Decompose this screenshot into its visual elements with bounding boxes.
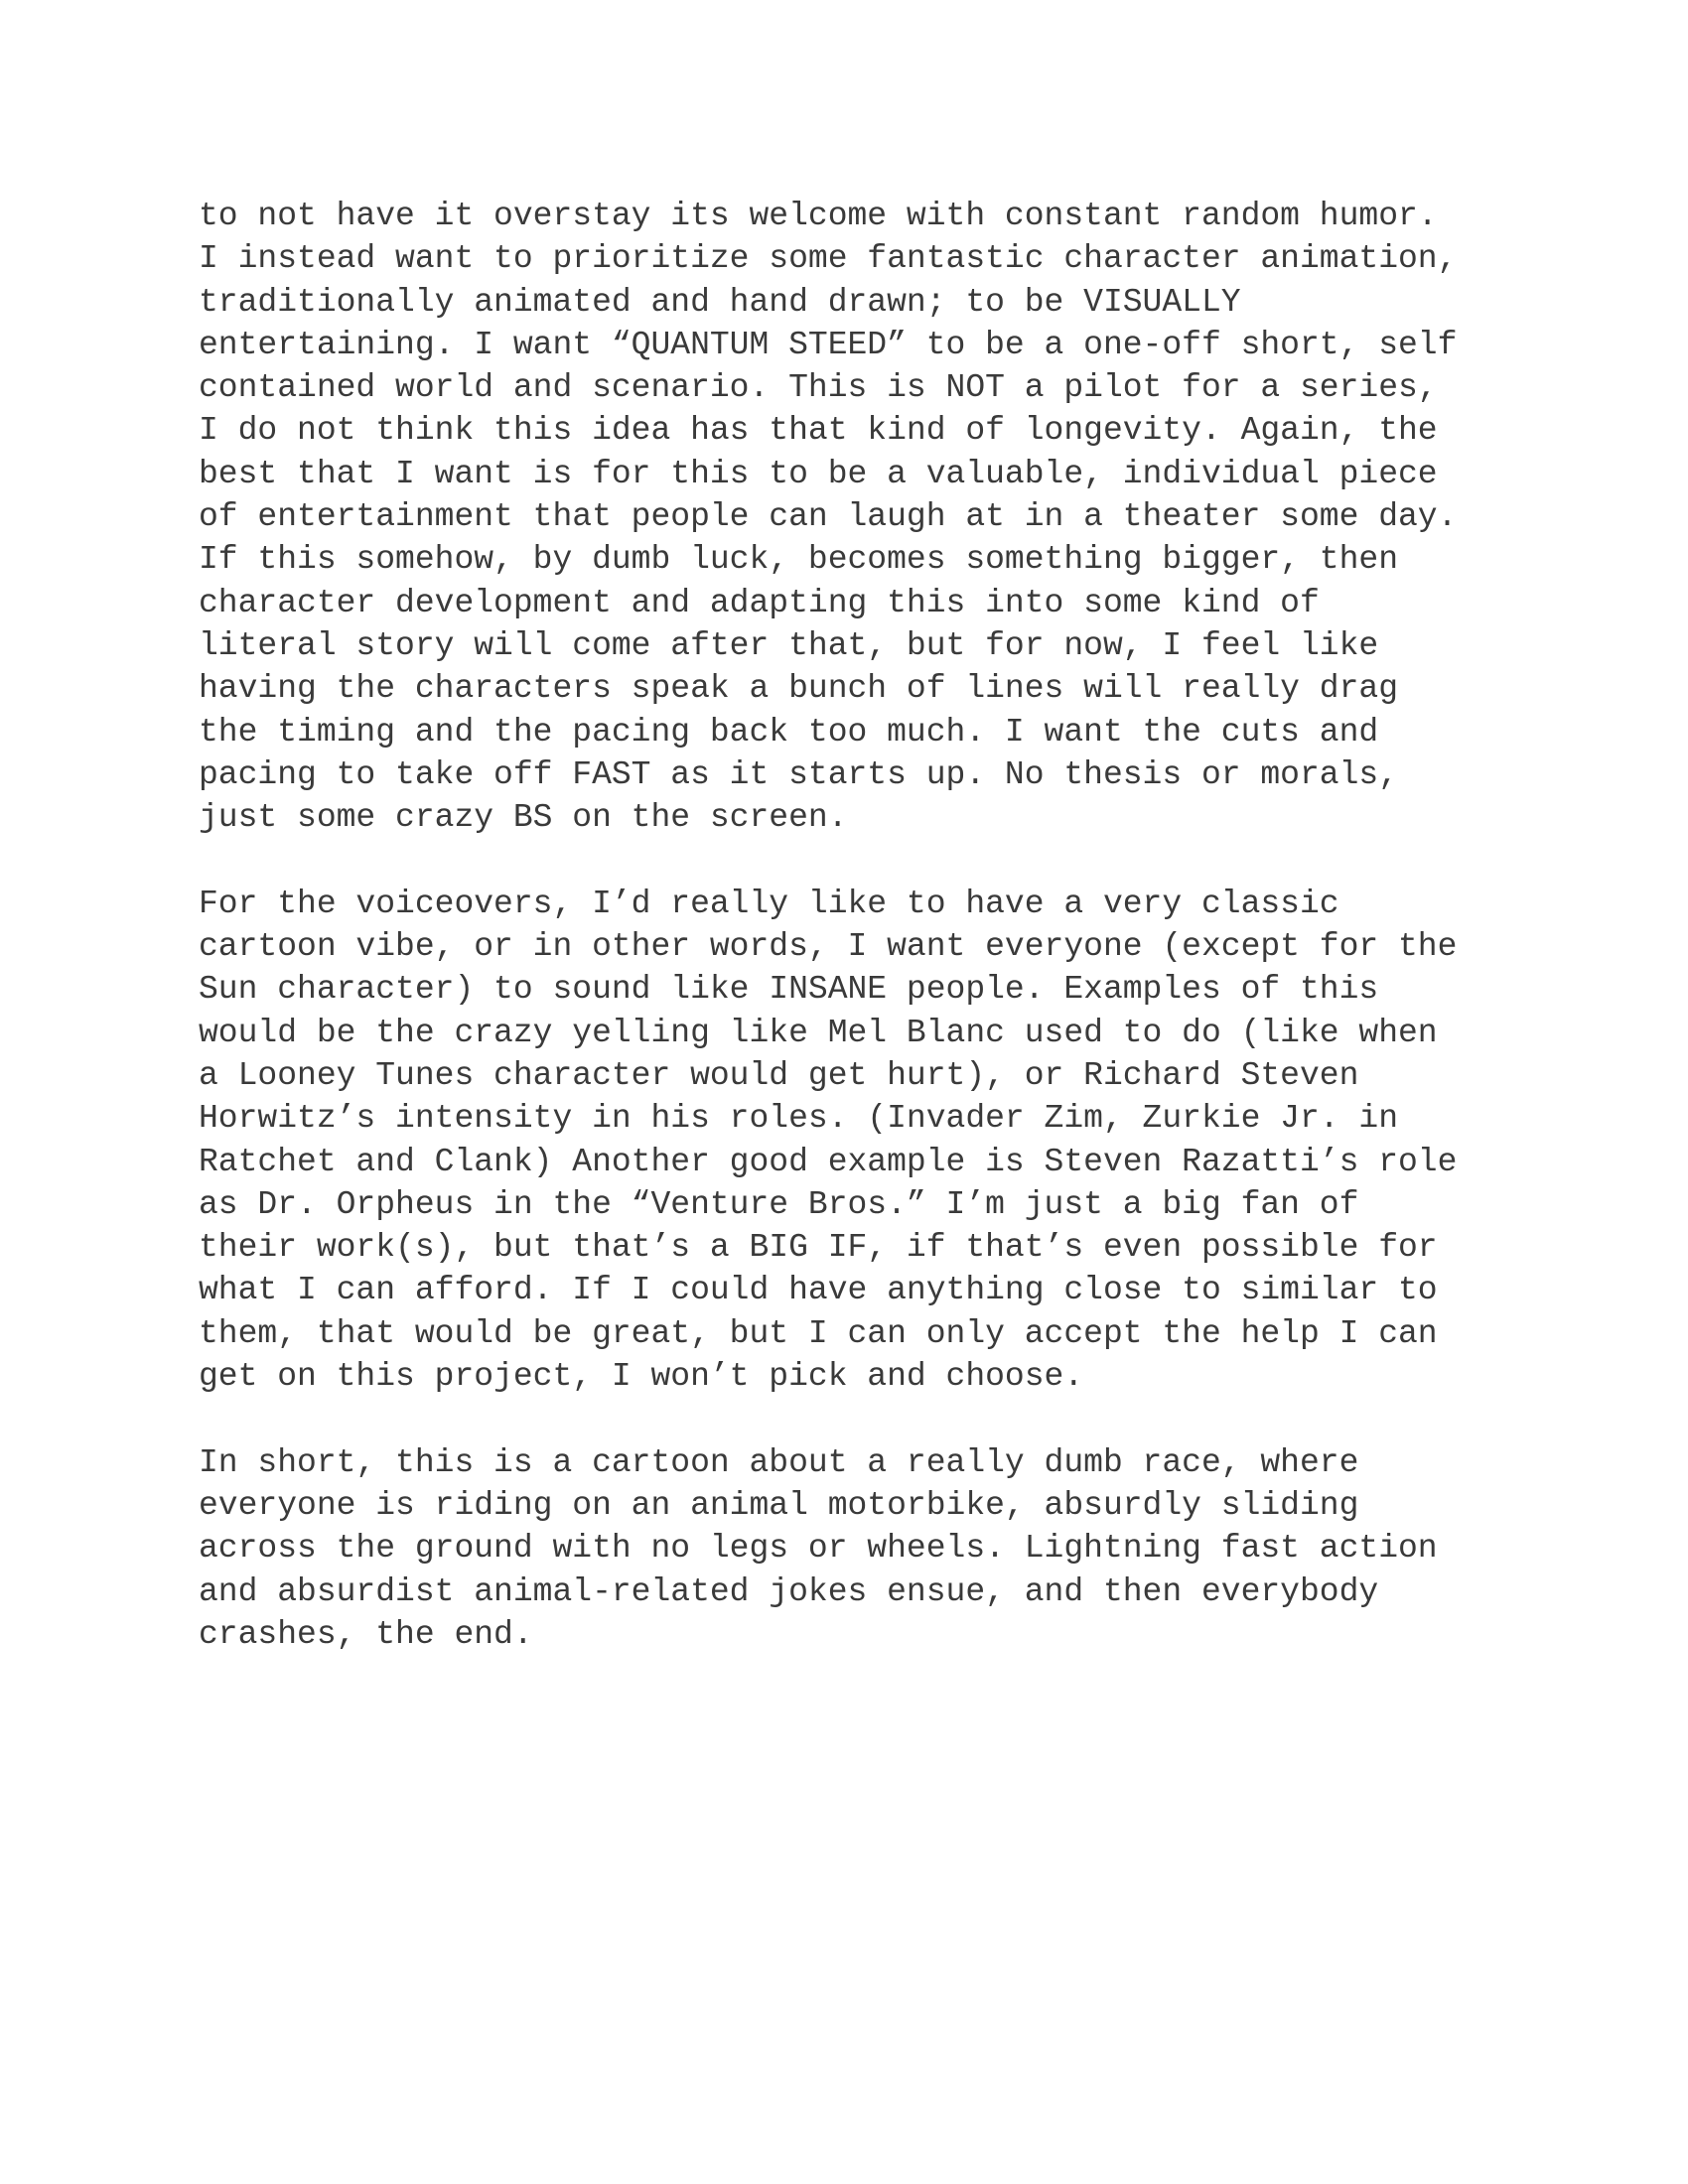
- text-line: and absurdist animal-related jokes ensue, and then everybody: [199, 1572, 1379, 1610]
- text-line: crashes, the end.: [199, 1615, 533, 1653]
- text-line: everyone is riding on an animal motorbike, absurdly sliding: [199, 1486, 1359, 1524]
- text-line: pacing to take off FAST as it starts up. No thesis or morals,: [199, 755, 1398, 793]
- text-line: entertaining. I want “QUANTUM STEED” to be a one-off short, self: [199, 326, 1458, 363]
- text-line: For the voiceovers, I’d really like to have a very classic: [199, 885, 1339, 922]
- paragraph-1: [199, 195, 1489, 839]
- text-line: would be the crazy yelling like Mel Blanc used to do (like when: [199, 1014, 1438, 1051]
- text-line: just some crazy BS on the screen.: [199, 799, 848, 837]
- text-line: Sun character) to sound like INSANE people. Examples of this: [199, 971, 1379, 1009]
- text-line: their work(s), but that’s a BIG IF, if that’s even possible for: [199, 1229, 1438, 1267]
- text-line: to not have it overstay its welcome with constant random humor.: [199, 198, 1438, 234]
- text-line: I instead want to prioritize some fantastic character animation,: [199, 240, 1458, 278]
- text-line: having the characters speak a bunch of lines will really drag: [199, 670, 1398, 708]
- text-line: cartoon vibe, or in other words, I want everyone (except for the: [199, 928, 1458, 966]
- text-line: what I can afford. If I could have anything close to similar to: [199, 1272, 1438, 1309]
- text-line: traditionally animated and hand drawn; to be VISUALLY: [199, 283, 1241, 321]
- text-line: I do not think this idea has that kind of longevity. Again, the: [199, 412, 1438, 450]
- text-line: the timing and the pacing back too much. I want the cuts and: [199, 713, 1379, 751]
- text-line: get on this project, I won’t pick and choose.: [199, 1358, 1084, 1396]
- text-line: If this somehow, by dumb luck, becomes something bigger, then: [199, 541, 1398, 579]
- text-line: a Looney Tunes character would get hurt), or Richard Steven: [199, 1056, 1359, 1094]
- text-line: of entertainment that people can laugh at in a theater some day.: [199, 498, 1458, 536]
- text-line: best that I want is for this to be a valuable, individual piece: [199, 455, 1438, 492]
- text-line: Horwitz’s intensity in his roles. (Invader Zim, Zurkie Jr. in: [199, 1100, 1398, 1138]
- text-line: Ratchet and Clank) Another good example is Steven Razatti’s role: [199, 1143, 1458, 1180]
- text-line: In short, this is a cartoon about a really dumb race, where: [199, 1443, 1359, 1481]
- paragraph-3: [199, 1441, 1489, 1656]
- text-line: across the ground with no legs or wheels. Lightning fast action: [199, 1530, 1438, 1568]
- text-line: literal story will come after that, but for now, I feel like: [199, 626, 1379, 664]
- text-line: character development and adapting this into some kind of: [199, 584, 1320, 621]
- text-line: them, that would be great, but I can only accept the help I can: [199, 1314, 1438, 1352]
- text-line: as Dr. Orpheus in the “Venture Bros.” I’m just a big fan of: [199, 1185, 1359, 1223]
- paragraph-2: [199, 883, 1489, 1399]
- document-body: [199, 195, 1489, 1699]
- text-line: contained world and scenario. This is NOT a pilot for a series,: [199, 369, 1438, 407]
